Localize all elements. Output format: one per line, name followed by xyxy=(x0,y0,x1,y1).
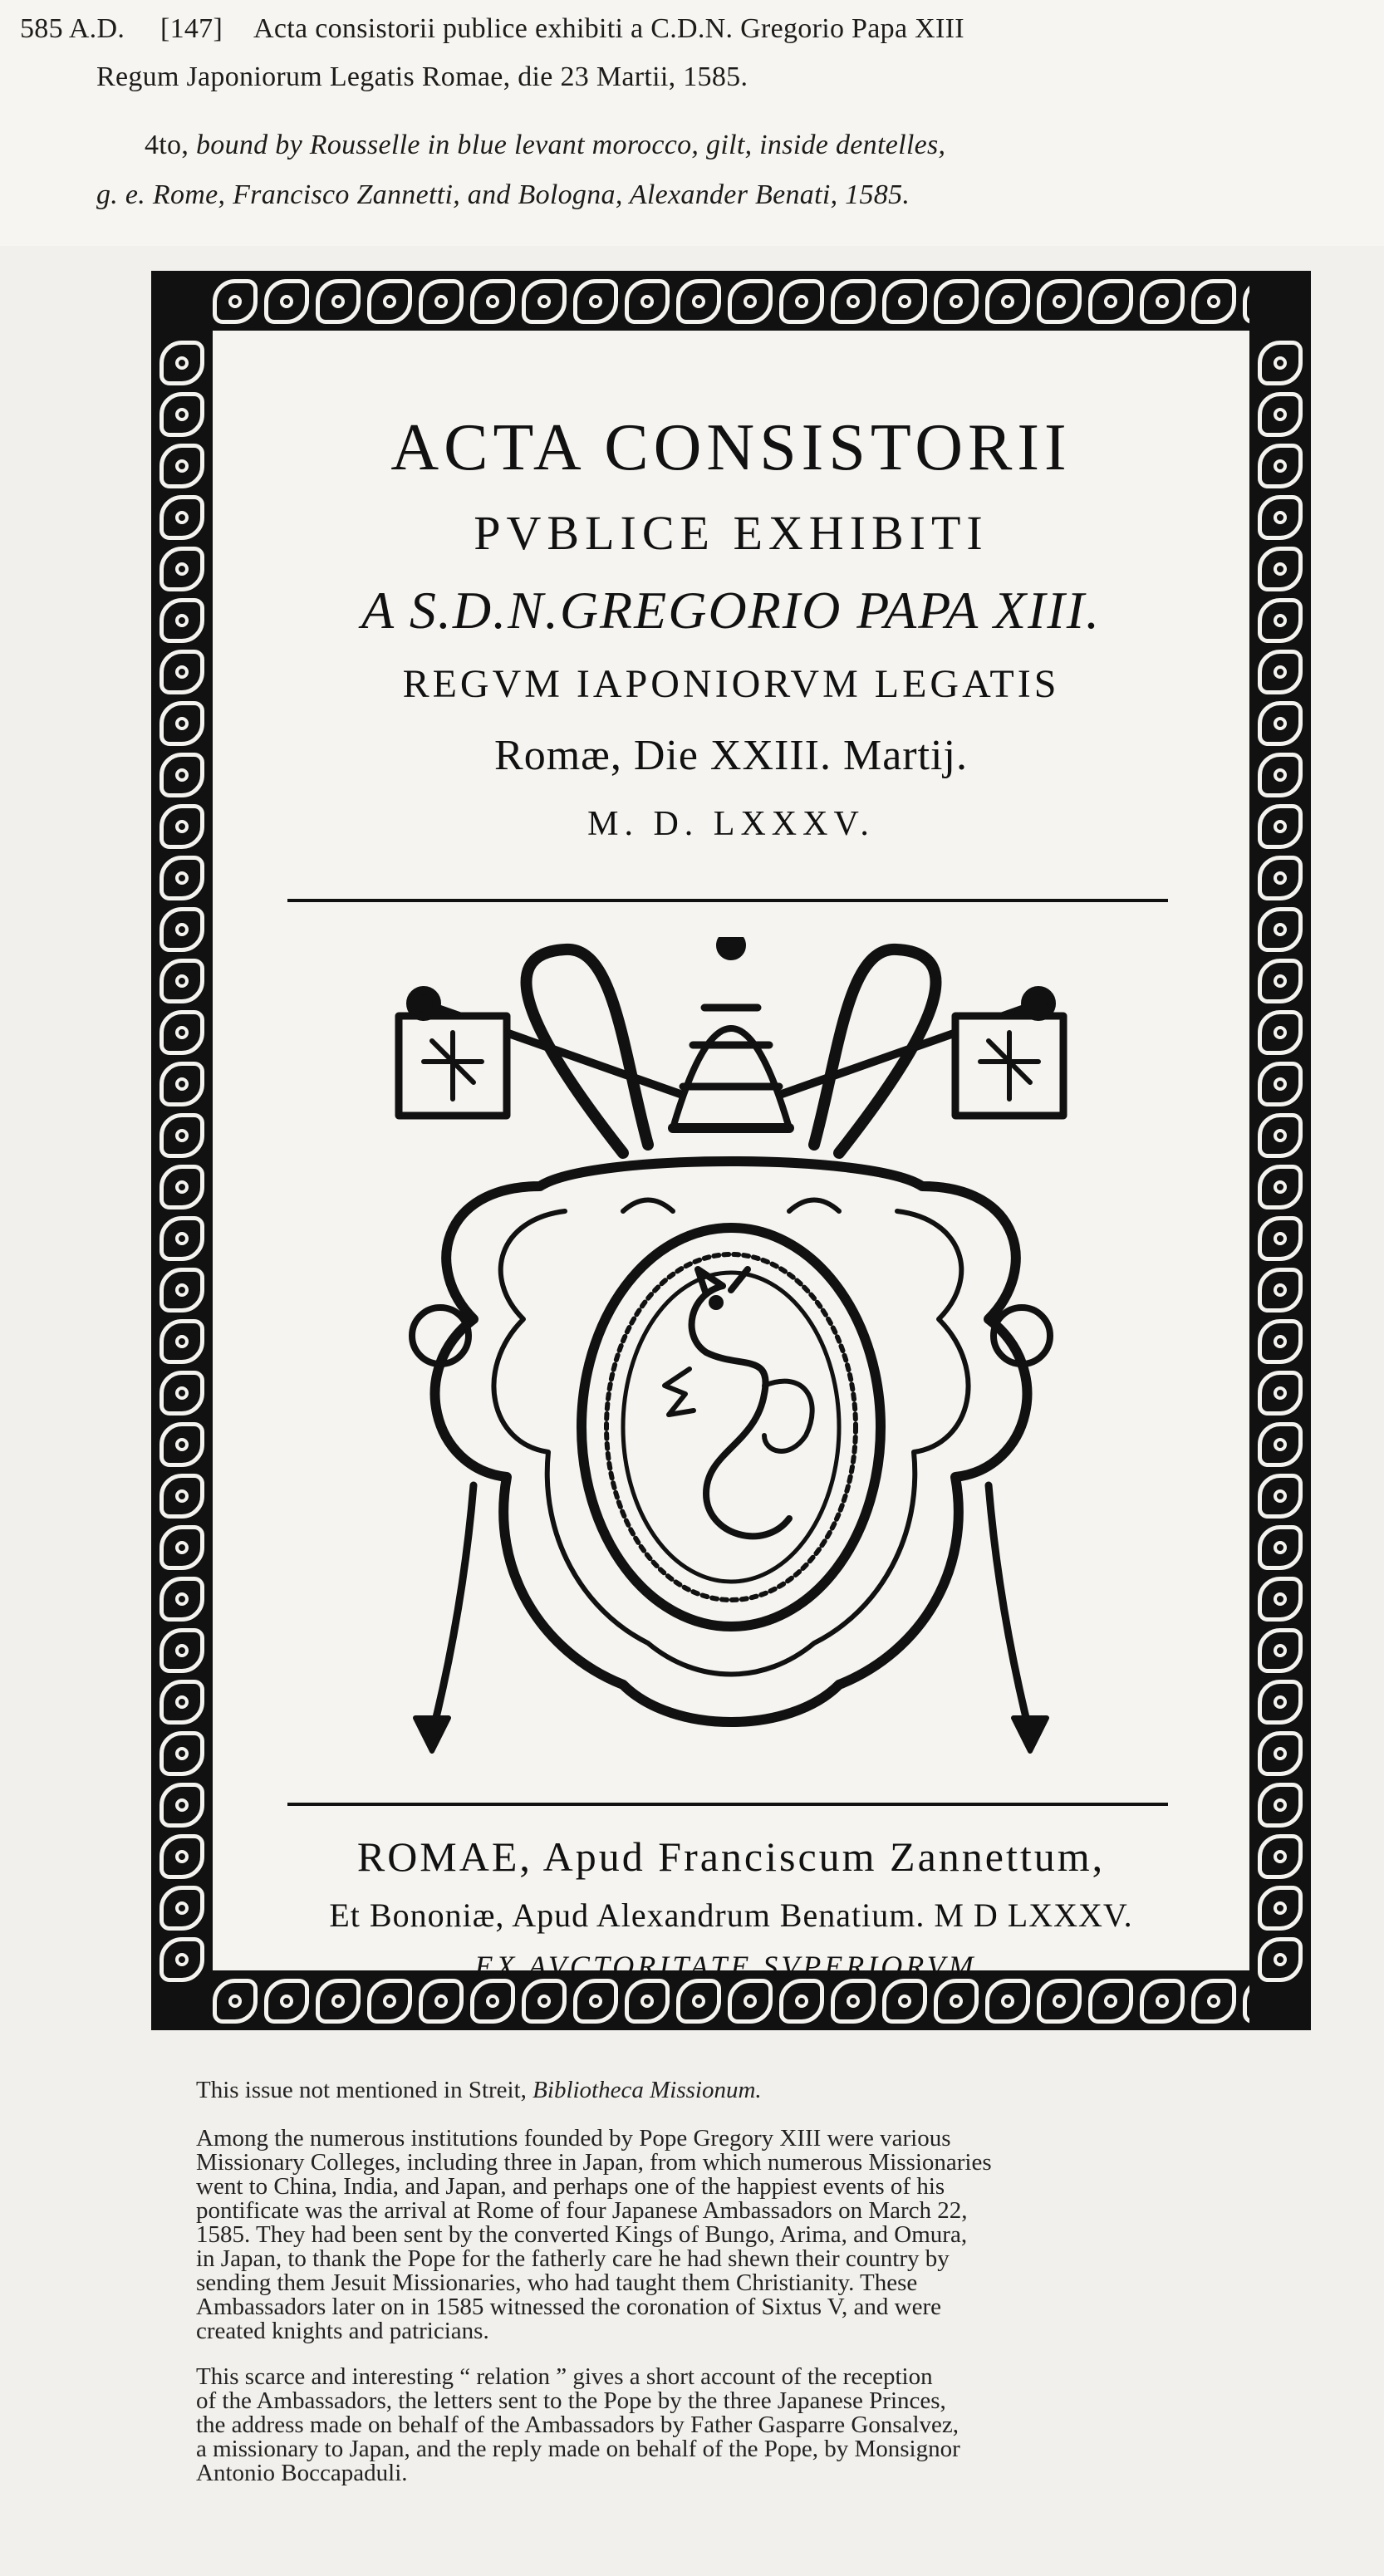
border-ornament-icon xyxy=(1258,495,1303,540)
border-ornament-icon xyxy=(160,907,204,952)
border-ornament-icon xyxy=(367,279,412,324)
description-line: Antonio Boccapaduli. xyxy=(196,2460,408,2486)
border-ornament-icon xyxy=(1140,1979,1185,2024)
border-ornament-icon xyxy=(625,279,670,324)
border-ornament-icon xyxy=(1258,1474,1303,1519)
border-ornament-icon xyxy=(728,1979,773,2024)
description-note xyxy=(196,2077,762,2104)
border-ornament-icon xyxy=(160,650,204,694)
entry-format: 4to, xyxy=(145,130,189,160)
border-ornament-icon xyxy=(160,495,204,540)
description-line: in Japan, to thank the Pope for the fatherly care he had shewn their country by xyxy=(196,2245,950,2272)
border-ornament-icon xyxy=(160,547,204,591)
border-ornament-icon xyxy=(160,1474,204,1519)
border-ornament-icon xyxy=(160,1113,204,1158)
border-ornament-icon xyxy=(831,1979,876,2024)
border-ornament-icon xyxy=(882,279,927,324)
border-ornament-icon xyxy=(1258,1525,1303,1570)
border-ornament-icon xyxy=(213,279,258,324)
description-line: Missionary Colleges, including three in Japan, from which numerous Missionaries xyxy=(196,2149,992,2176)
border-ornament-icon xyxy=(160,1422,204,1467)
ornamental-border-right xyxy=(1249,271,1311,2030)
border-ornament-icon xyxy=(160,1216,204,1261)
border-ornament-icon xyxy=(160,1783,204,1828)
border-ornament-icon xyxy=(1258,1731,1303,1776)
border-ornament-icon xyxy=(1037,1979,1082,2024)
border-ornament-icon xyxy=(160,1886,204,1931)
border-ornament-icon xyxy=(1258,1577,1303,1622)
border-ornament-icon xyxy=(1258,1010,1303,1055)
border-ornament-icon xyxy=(367,1979,412,2024)
border-ornament-icon xyxy=(985,1979,1030,2024)
border-ornament-icon xyxy=(1258,392,1303,437)
border-ornament-icon xyxy=(419,279,464,324)
border-ornament-icon xyxy=(1258,1937,1303,1982)
border-ornament-icon xyxy=(1037,279,1082,324)
ribbon-left xyxy=(526,949,648,1153)
border-ornament-icon xyxy=(160,598,204,643)
entry-title-part-1: Acta consistorii publice exhibiti a C.D.N. Gregorio Papa XIII xyxy=(253,13,964,44)
description-note-italic: Bibliotheca Missionum. xyxy=(532,2077,762,2103)
catalogue-entry-header xyxy=(0,0,1384,246)
border-ornament-icon xyxy=(160,1062,204,1106)
description-line: This scarce and interesting “ relation ” gives a short account of the reception xyxy=(196,2363,933,2390)
border-ornament-icon xyxy=(1258,1783,1303,1828)
border-ornament-icon xyxy=(1258,1062,1303,1106)
border-ornament-icon xyxy=(1258,1268,1303,1313)
border-ornament-icon xyxy=(1258,753,1303,797)
border-ornament-icon xyxy=(1258,1834,1303,1879)
border-ornament-icon xyxy=(779,279,824,324)
title-page-plate xyxy=(151,271,1311,2030)
border-ornament-icon xyxy=(264,279,309,324)
imprint-line-3: EX AVCTORITATE SVPERIORVM. xyxy=(474,1950,988,1983)
description-note-text: This issue not mentioned in Streit, xyxy=(196,2077,527,2103)
description-line: sending them Jesuit Missionaries, who had taught them Christianity. These xyxy=(196,2269,918,2296)
border-ornament-icon xyxy=(779,1979,824,2024)
description-line: created knights and patricians. xyxy=(196,2318,489,2344)
border-ornament-icon xyxy=(1258,444,1303,488)
border-ornament-icon xyxy=(1258,1371,1303,1416)
border-ornament-icon xyxy=(160,1680,204,1725)
border-ornament-icon xyxy=(160,856,204,900)
border-ornament-icon xyxy=(160,444,204,488)
border-ornament-icon xyxy=(1088,1979,1133,2024)
papal-tiara-icon xyxy=(673,937,789,1128)
entry-binding-line-2: g. e. Rome, Francisco Zannetti, and Bologna, Alexander Benati, 1585. xyxy=(96,179,910,210)
border-ornament-icon xyxy=(213,1979,258,2024)
description-line: Among the numerous institutions founded by Pope Gregory XIII were various xyxy=(196,2125,951,2152)
border-ornament-icon xyxy=(264,1979,309,2024)
border-ornament-icon xyxy=(160,1010,204,1055)
border-ornament-icon xyxy=(1258,341,1303,385)
border-ornament-icon xyxy=(625,1979,670,2024)
border-ornament-icon xyxy=(1258,598,1303,643)
border-ornament-icon xyxy=(470,1979,515,2024)
border-ornament-icon xyxy=(1258,1113,1303,1158)
border-ornament-icon xyxy=(160,804,204,849)
title-line-5: Romæ, Die XXIII. Martij. xyxy=(494,732,968,779)
border-ornament-icon xyxy=(1258,547,1303,591)
border-ornament-icon xyxy=(1258,701,1303,746)
border-ornament-icon xyxy=(1191,279,1236,324)
border-ornament-icon xyxy=(160,1371,204,1416)
title-line-3: A S.D.N.GREGORIO PAPA XIII. xyxy=(361,581,1102,640)
border-ornament-icon xyxy=(573,1979,618,2024)
imprint-line-2: Et Bononiæ, Apud Alexandrum Benatium. M D LXXXV. xyxy=(329,1896,1133,1934)
border-ornament-icon xyxy=(1258,650,1303,694)
border-ornament-icon xyxy=(160,1525,204,1570)
border-ornament-icon xyxy=(934,1979,979,2024)
ornamental-border-left xyxy=(151,271,213,2030)
border-ornament-icon xyxy=(728,279,773,324)
title-date: M. D. LXXXV. xyxy=(587,805,875,843)
border-ornament-icon xyxy=(316,1979,361,2024)
title-page-text-block xyxy=(213,331,1249,1983)
ornamental-border-top xyxy=(151,271,1311,331)
entry-title-line-2: Regum Japoniorum Legatis Romae, die 23 Martii, 1585. xyxy=(96,61,748,92)
border-ornament-icon xyxy=(160,392,204,437)
entry-number: 585 A.D. xyxy=(20,13,125,44)
border-ornament-icon xyxy=(160,1319,204,1364)
border-ornament-icon xyxy=(676,279,721,324)
description-line: a missionary to Japan, and the reply made on behalf of the Pope, by Monsignor xyxy=(196,2436,960,2462)
border-ornament-icon xyxy=(160,959,204,1003)
description-line: pontificate was the arrival at Rome of four Japanese Ambassadors on March 22, xyxy=(196,2197,968,2224)
description-line: the address made on behalf of the Ambassadors by Father Gasparre Gonsalvez, xyxy=(196,2412,959,2438)
divider-rule-bottom xyxy=(287,1803,1168,1806)
border-ornament-icon xyxy=(1258,1319,1303,1364)
border-ornament-icon xyxy=(522,1979,567,2024)
border-ornament-icon xyxy=(160,341,204,385)
border-ornament-icon xyxy=(1258,959,1303,1003)
entry-binding-text-1: bound by Rousselle in blue levant morocco, gilt, inside dentelles, xyxy=(195,130,946,160)
title-line-1: ACTA CONSISTORII xyxy=(390,411,1072,484)
entry-binding-line-1 xyxy=(145,130,945,161)
border-ornament-icon xyxy=(1140,279,1185,324)
divider-rule-top xyxy=(287,899,1168,902)
border-ornament-icon xyxy=(934,279,979,324)
ribbon-right xyxy=(814,949,936,1153)
border-ornament-icon xyxy=(1258,804,1303,849)
border-ornament-icon xyxy=(160,1731,204,1776)
border-ornament-icon xyxy=(573,279,618,324)
border-ornament-icon xyxy=(160,701,204,746)
border-ornament-icon xyxy=(985,279,1030,324)
title-line-2: PVBLICE EXHIBITI xyxy=(474,506,989,560)
description-line: 1585. They had been sent by the converted Kings of Bungo, Arima, and Omura, xyxy=(196,2221,968,2248)
border-ornament-icon xyxy=(1258,1422,1303,1467)
description-line: went to China, India, and Japan, and perhaps one of the happiest events of his xyxy=(196,2173,945,2200)
border-ornament-icon xyxy=(1258,1628,1303,1673)
border-ornament-icon xyxy=(522,279,567,324)
border-ornament-icon xyxy=(316,279,361,324)
border-ornament-icon xyxy=(1258,1165,1303,1209)
border-ornament-icon xyxy=(1088,279,1133,324)
imprint-line-1: ROMAE, Apud Franciscum Zannettum, xyxy=(356,1833,1106,1880)
description-paragraph-history xyxy=(196,2127,1359,2343)
description-paragraph-relation xyxy=(196,2365,1359,2485)
entry-reference: [147] xyxy=(160,13,223,44)
border-ornament-icon xyxy=(470,279,515,324)
title-line-4: REGVM IAPONIORVM LEGATIS xyxy=(402,662,1060,706)
border-ornament-icon xyxy=(160,1577,204,1622)
papal-coat-of-arms-woodcut xyxy=(374,937,1088,1759)
border-ornament-icon xyxy=(160,1165,204,1209)
border-ornament-icon xyxy=(160,1268,204,1313)
border-ornament-icon xyxy=(160,1628,204,1673)
description-line: Ambassadors later on in 1585 witnessed the coronation of Sixtus V, and were xyxy=(196,2294,941,2320)
description-line: of the Ambassadors, the letters sent to the Pope by the three Japanese Princes, xyxy=(196,2387,946,2414)
border-ornament-icon xyxy=(831,279,876,324)
border-ornament-icon xyxy=(1258,1886,1303,1931)
border-ornament-icon xyxy=(160,1834,204,1879)
border-ornament-icon xyxy=(1258,1216,1303,1261)
border-ornament-icon xyxy=(676,1979,721,2024)
border-ornament-icon xyxy=(1191,1979,1236,2024)
border-ornament-icon xyxy=(419,1979,464,2024)
border-ornament-icon xyxy=(1258,1680,1303,1725)
border-ornament-icon xyxy=(882,1979,927,2024)
entry-title-line-1 xyxy=(20,13,964,45)
border-ornament-icon xyxy=(160,1937,204,1982)
border-ornament-icon xyxy=(1258,907,1303,952)
border-ornament-icon xyxy=(1258,856,1303,900)
border-ornament-icon xyxy=(160,753,204,797)
